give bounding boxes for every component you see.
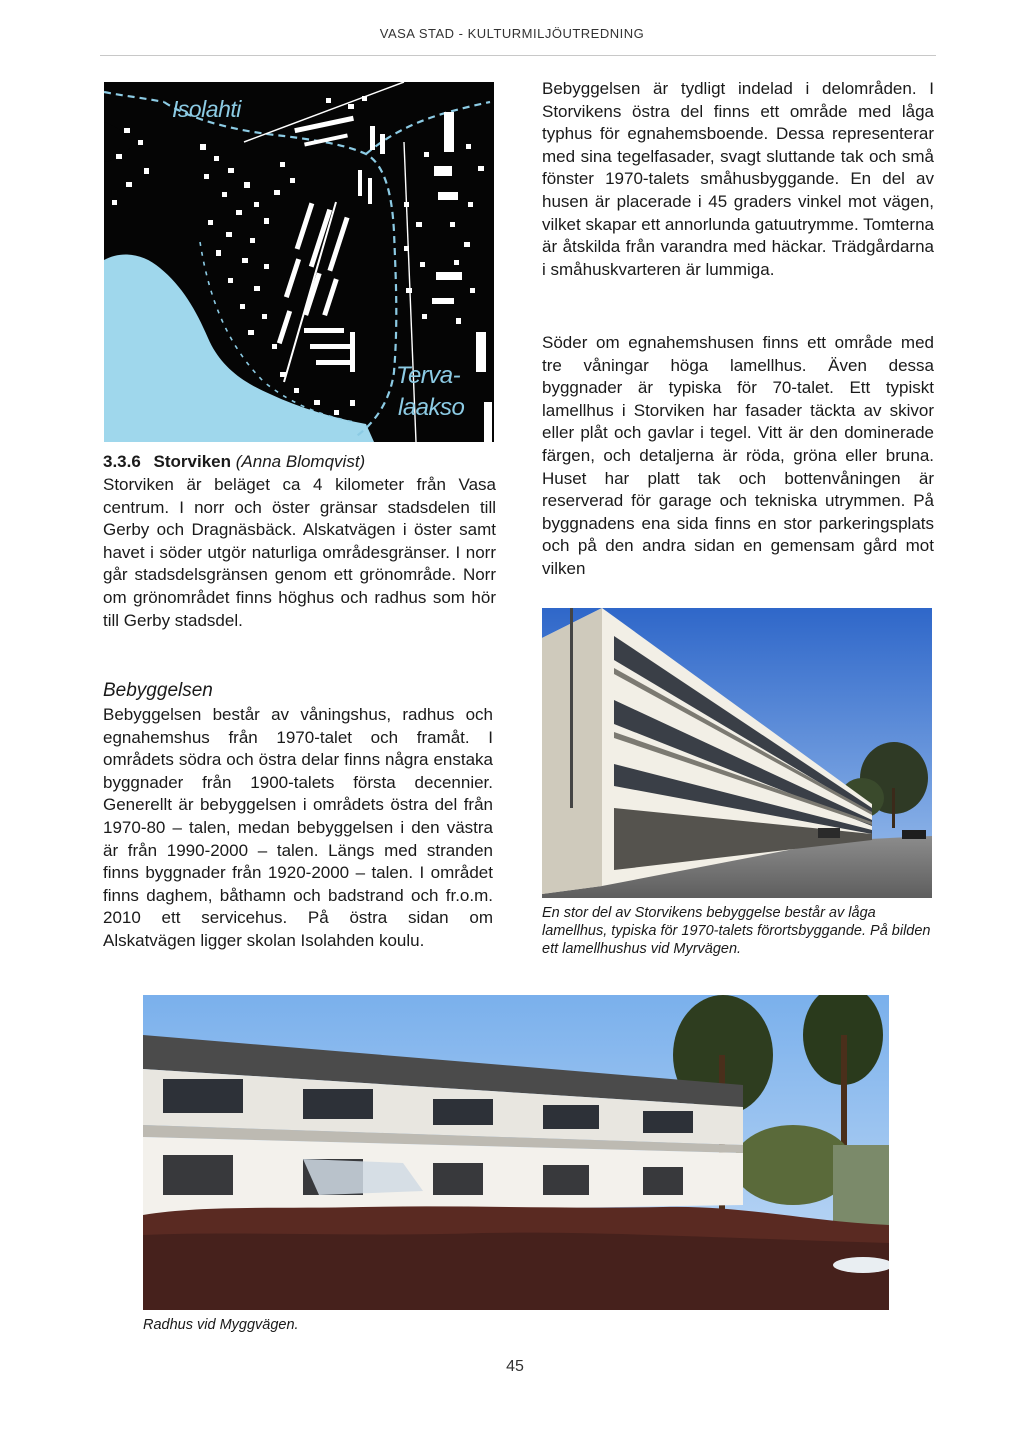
photo-radhus bbox=[143, 995, 889, 1310]
district-map bbox=[104, 82, 494, 442]
map-label-terva: Terva- bbox=[396, 362, 461, 389]
subheading-bebyggelsen: Bebyggelsen bbox=[103, 680, 213, 701]
header-rule bbox=[100, 55, 936, 56]
photo-radhus-graphic bbox=[143, 995, 889, 1310]
right-paragraph-2: Söder om egnahemshusen finns ett område med tre våningar höga lamellhus. Även dessa byggnader är typiska för 70-talet. Ett typiskt lamellhus i Storviken har fasader täckta av skivor eller plåt och gavlar i tegel. Vitt är den dominerade färgen, och detaljerna är röda, gröna eller bruna. Huset har platt tak och bottenvåningen är reserverad för garage och tekniska utrymmen. På byggnadens ena sida finns en stor parkeringsplats och på den andra sidan en gemensam gård mot vilken bbox=[542, 333, 934, 578]
photo-lamellhus-caption: En stor del av Storvikens bebyggelse består av låga lamellhus, typiska för 1970-talets förortsbyggande. På bilden ett lamellhushus vid Myrvägen. bbox=[542, 905, 931, 957]
photo-radhus-caption: Radhus vid Myggvägen. bbox=[143, 1317, 299, 1333]
bebyggelsen-text: Bebyggelsen består av våningshus, radhus och egnahemshus från 1970-talet och framåt. I områdets södra och östra delar finns några enstaka byggnader från 1900-talets första decennier. Generellt är bebyggelsen i områdets östra del från 1970-80 – talen, medan bebyggelsen i den västra är från 1990-2000 – talen. Längs med stranden finns byggnader från 1920-2000 – talen. I området finns daghem, båthamn och badstrand och fr.o.m. 2010 ett servicehus. På östra sidan om Alskatvägen ligger skolan Isolahden koulu. bbox=[103, 705, 493, 950]
section-title: Storviken bbox=[153, 452, 232, 471]
section-author: (Anna Blomqvist) bbox=[235, 452, 366, 471]
page-number: 45 bbox=[506, 1358, 524, 1375]
section-heading bbox=[103, 452, 496, 472]
section-number: 3.3.6 bbox=[103, 452, 141, 471]
right-paragraph-1: Bebyggelsen är tydligt indelad i delområden. I Storvikens östra del finns ett område med låga typhus för egnahemsboende. Dessa representerar med sina tegelfasader, svagt sluttande tak och små fönster 1970-talets småhusbyggande. En del av husen är placerade i 45 graders vinkel mot vägen, vilket skapar ett annorlunda gatuutrymme. Tomterna är åtskilda från varandra med häckar. Trädgårdarna i småhuskvarteren är lummiga. bbox=[542, 79, 934, 279]
photo-lamellhus bbox=[542, 608, 932, 898]
map-label-laakso: laakso bbox=[398, 394, 465, 421]
page-header: VASA STAD - KULTURMILJÖUTREDNING bbox=[379, 26, 645, 41]
section-intro: Storviken är beläget ca 4 kilometer från Vasa centrum. I norr och öster gränsar stadsdelen till Gerby och Dragnäsbäck. Alskatvägen i öster samt havet i söder utgör naturliga områdesgränser. I norr går stadsdelsgränsen genom ett grönområde. Norr om grönområdet finns höghus och radhus som hör till Gerby stadsdel. bbox=[103, 475, 496, 630]
photo-lamellhus-graphic bbox=[542, 608, 932, 898]
map-label-isolahti: Isolahti bbox=[172, 96, 241, 122]
